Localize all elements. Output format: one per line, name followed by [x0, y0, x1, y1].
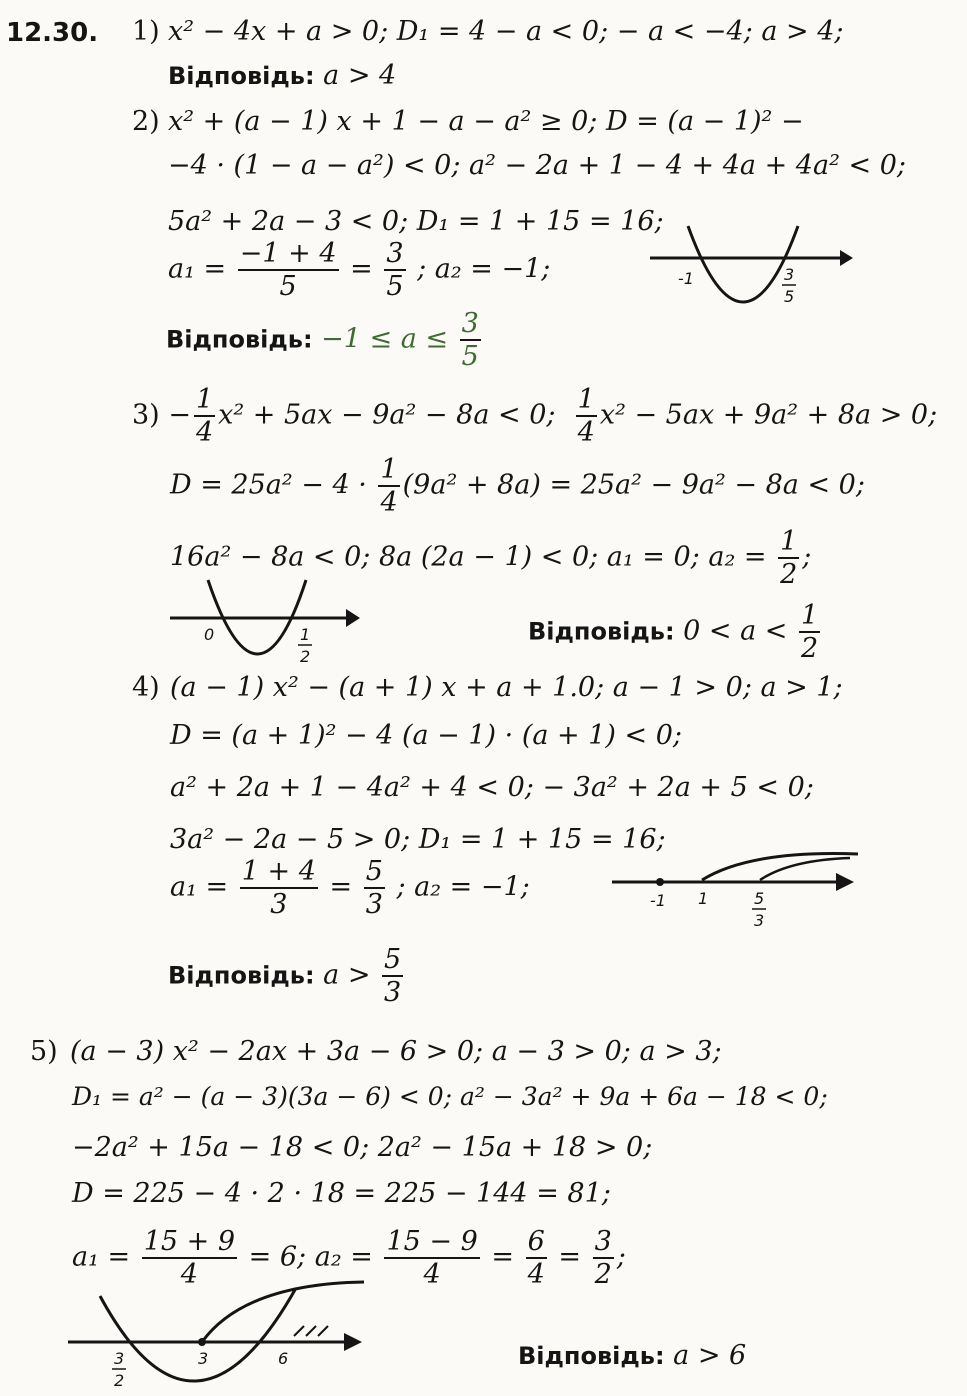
part3-frac1-den: 4: [195, 417, 214, 449]
part2-number-line: [648, 218, 848, 318]
part4-answer: [168, 944, 406, 1008]
problem-number: 12.30.: [6, 18, 99, 48]
part2-answer: [166, 308, 484, 372]
part5-eq1: =: [491, 1241, 514, 1273]
part2-frac1-den: 5: [279, 271, 297, 303]
part4-line2: D = (a + 1)² − 4 (a − 1) · (a + 1) < 0;: [170, 720, 683, 751]
part4-a1-label: a₁ =: [170, 871, 229, 903]
part2-frac2-num: 3: [384, 238, 405, 271]
part1-answer-value: a > 4: [323, 60, 397, 91]
part2-parabola: [688, 226, 798, 302]
part2-number: 2): [132, 106, 160, 137]
part5-line2: D₁ = a² − (a − 3)(3a − 6) < 0; a² − 3a² + 9a + 6a − 18 < 0;: [72, 1082, 828, 1111]
part1-answer: [168, 62, 396, 89]
part3-frac3-num: 1: [378, 454, 399, 487]
part5-frac4: [593, 1226, 614, 1290]
part2-frac1-num: −1 + 4: [238, 238, 339, 271]
part3-number: 3): [132, 399, 160, 431]
part1-line1: x² − 4x + a > 0; D₁ = 4 − a < 0; − a < −4; a > 4;: [168, 16, 844, 47]
part5-nl-left-num: 3: [114, 1349, 125, 1368]
part2-frac2-den: 5: [386, 271, 404, 303]
part2-line1: x² + (a − 1) x + 1 − a − a² ≥ 0; D = (a − 1)² −: [168, 106, 804, 137]
part5-frac2: [384, 1226, 479, 1290]
part5-semi: ;: [616, 1241, 626, 1273]
arrow-icon: [344, 1333, 362, 1351]
part4-answer-den: 3: [384, 977, 402, 1009]
part4-number-line: [610, 842, 860, 937]
part3-line3-text: 16a² − 8a < 0; 8a (2a − 1) < 0; a₁ = 0; a₂ =: [170, 541, 767, 573]
part2-answer-frac: [460, 308, 481, 372]
part5-a1-label: a₁ =: [72, 1241, 131, 1273]
part5-frac4-num: 3: [593, 1226, 614, 1259]
part3-semi: ;: [802, 541, 812, 573]
part3-frac2-num: 1: [576, 384, 597, 417]
part4-a2: ; a₂ = −1;: [396, 871, 530, 903]
part5-number: 5): [30, 1036, 58, 1067]
part5-frac3: [526, 1226, 547, 1290]
part4-frac1-den: 3: [270, 889, 288, 921]
part3-line2b: (9a² + 8a) = 25a² − 9a² − 8a < 0;: [402, 469, 865, 501]
part4-number: 4): [132, 672, 160, 703]
part4-answer-frac: [382, 944, 403, 1008]
part3-answer: [528, 600, 823, 664]
part5-frac1-den: 4: [180, 1259, 198, 1291]
part5-nl-mid: 3: [198, 1349, 209, 1368]
part3-line2: [170, 454, 865, 518]
part2-frac2: [384, 238, 405, 302]
part4-frac2: [364, 856, 385, 920]
part5-answer: [518, 1342, 746, 1369]
part2-a2: ; a₂ = −1;: [417, 253, 551, 285]
hatch-mark: [306, 1326, 316, 1336]
part5-number-line: [64, 1280, 384, 1392]
part3-frac4-num: 1: [778, 526, 799, 559]
answer-label: Відповідь:: [168, 62, 315, 90]
part3-nl-left: 0: [204, 625, 215, 644]
part2-answer-value: −1 ≤ a ≤: [321, 323, 449, 355]
part5-frac3-den: 4: [527, 1259, 545, 1291]
part2-nl-right-den: 5: [784, 287, 795, 306]
part5-frac3-num: 6: [526, 1226, 547, 1259]
part2-answer-num: 3: [460, 308, 481, 341]
hatch-mark: [294, 1326, 304, 1336]
arrow-icon: [346, 609, 360, 627]
part4-nl-right-den: 3: [754, 911, 765, 930]
part3-frac4: [778, 526, 799, 590]
part5-line4: D = 225 − 4 · 2 · 18 = 225 − 144 = 81;: [72, 1178, 611, 1209]
part4-line4: 3a² − 2a − 5 > 0; D₁ = 1 + 15 = 16;: [170, 824, 666, 855]
part3-frac1: [194, 384, 215, 448]
part3-frac2: [576, 384, 597, 448]
part3-answer-value: 0 < a <: [683, 615, 788, 647]
part4-frac1-num: 1 + 4: [240, 856, 318, 889]
arrow-icon: [840, 250, 853, 266]
part2-nl-left: -1: [678, 269, 694, 288]
part1-number: 1): [132, 16, 160, 47]
part2-roots: [168, 238, 550, 302]
part4-curve-left: [702, 854, 858, 880]
part5-answer-value: a > 6: [673, 1340, 747, 1371]
part5-nl-left-den: 2: [114, 1371, 125, 1390]
part5-frac1-num: 15 + 9: [142, 1226, 237, 1259]
answer-label: Відповідь:: [528, 617, 675, 646]
part3-frac3: [378, 454, 399, 518]
answer-label: Відповідь:: [166, 325, 313, 354]
answer-label: Відповідь:: [168, 961, 315, 990]
part3-line2a: D = 25a² − 4 ·: [170, 469, 367, 501]
part3-frac3-den: 4: [380, 487, 398, 519]
part4-nl-right-num: 5: [754, 889, 765, 908]
part4-eq: =: [329, 871, 353, 903]
part4-frac2-den: 3: [365, 889, 383, 921]
part4-answer-value: a >: [323, 959, 371, 991]
part2-nl-right-num: 3: [784, 265, 795, 284]
part5-eq2: =: [558, 1241, 581, 1273]
part5-line1: (a − 3) x² − 2ax + 3a − 6 > 0; a − 3 > 0; a > 3;: [70, 1036, 722, 1067]
arrow-icon: [836, 873, 854, 891]
part4-roots: [170, 856, 530, 920]
part4-nl-mid: 1: [698, 889, 709, 908]
part3-answer-frac: [799, 600, 820, 664]
part2-frac1: [238, 238, 339, 302]
part2-eq: =: [350, 253, 373, 285]
part3-answer-num: 1: [799, 600, 820, 633]
part3-number-line: [168, 578, 368, 673]
part2-answer-den: 5: [461, 341, 479, 373]
part3-frac4-den: 2: [780, 559, 798, 591]
part4-frac1: [240, 856, 318, 920]
part3-minus: −: [168, 399, 191, 431]
part3-nl-right-den: 2: [300, 647, 311, 666]
part5-frac2-num: 15 − 9: [384, 1226, 479, 1259]
part5-mid: = 6; a₂ =: [248, 1241, 373, 1273]
part3-nl-right-num: 1: [300, 625, 311, 644]
part5-point: [198, 1338, 206, 1346]
part2-line3: 5a² + 2a − 3 < 0; D₁ = 1 + 15 = 16;: [168, 206, 664, 237]
part2-line2: −4 · (1 − a − a²) < 0; a² − 2a + 1 − 4 + 4a + 4a² < 0;: [168, 150, 906, 181]
part5-frac4-den: 2: [594, 1259, 612, 1291]
part4-line1: (a − 1) x² − (a + 1) x + a + 1.0; a − 1 > 0; a > 1;: [170, 672, 843, 703]
answer-label: Відповідь:: [518, 1342, 665, 1370]
hatch-mark: [318, 1326, 328, 1336]
part5-frac2-den: 4: [423, 1259, 441, 1291]
part4-line3: a² + 2a + 1 − 4a² + 4 < 0; − 3a² + 2a + 5 < 0;: [170, 772, 814, 803]
part5-nl-right: 6: [278, 1349, 289, 1368]
part3-frac2-den: 4: [577, 417, 595, 449]
part3-line1a: x² + 5ax − 9a² − 8a < 0;: [218, 399, 556, 431]
part3-line1b: x² − 5ax + 9a² + 8a > 0;: [599, 399, 938, 431]
part3-frac1-num: 1: [194, 384, 215, 417]
part4-point: [656, 878, 664, 886]
part3-line1: [132, 384, 937, 448]
part4-answer-num: 5: [382, 944, 403, 977]
part2-a1-label: a₁ =: [168, 253, 227, 285]
part5-line3: −2a² + 15a − 18 < 0; 2a² − 15a + 18 > 0;: [72, 1132, 653, 1163]
part3-answer-den: 2: [801, 633, 819, 665]
part4-nl-left: -1: [650, 891, 666, 910]
part4-frac2-num: 5: [364, 856, 385, 889]
